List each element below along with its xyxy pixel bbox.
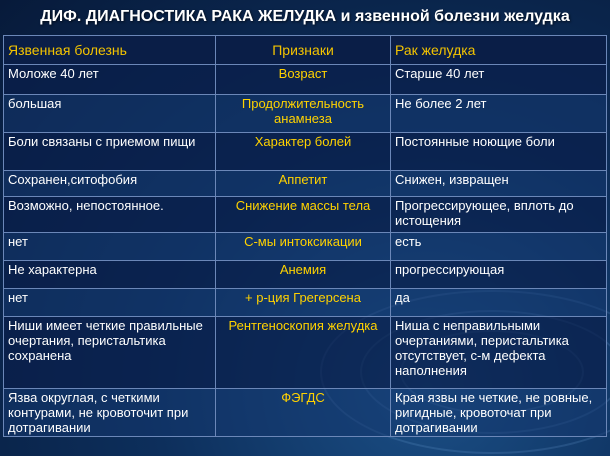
ulcer-cell: нет — [4, 233, 216, 261]
cancer-cell: Постоянные ноющие боли — [391, 133, 607, 171]
cancer-cell: прогрессирующая — [391, 261, 607, 289]
sign-cell: С-мы интоксикации — [216, 233, 391, 261]
sign-cell: ФЭГДС — [216, 389, 391, 437]
sign-cell: Продолжительность анамнеза — [216, 95, 391, 133]
table-row — [4, 65, 607, 95]
sign-cell: Снижение массы тела — [216, 197, 391, 233]
slide-title: ДИФ. ДИАГНОСТИКА РАКА ЖЕЛУДКА и язвенной болезни желудка — [40, 8, 570, 25]
table-row — [4, 317, 607, 389]
cancer-cell: Снижен, извращен — [391, 171, 607, 197]
table-row — [4, 389, 607, 437]
cancer-cell: Края язвы не четкие, не ровные, ригидные, кровоточат при дотрагивании — [391, 389, 607, 437]
ulcer-cell: Боли связаны с приемом пищи — [4, 133, 216, 171]
table-row — [4, 233, 607, 261]
sign-cell: Анемия — [216, 261, 391, 289]
ulcer-cell: Сохранен,ситофобия — [4, 171, 216, 197]
header-signs: Признаки — [216, 36, 391, 65]
cancer-cell: есть — [391, 233, 607, 261]
sign-cell: Аппетит — [216, 171, 391, 197]
table-row — [4, 289, 607, 317]
header-ulcer: Язвенная болезнь — [4, 36, 216, 65]
cancer-cell: Ниша с неправильными очертаниями, перистальтика отсутствует, с-м дефекта наполнения — [391, 317, 607, 389]
sign-cell: Возраст — [216, 65, 391, 95]
ulcer-cell: Моложе 40 лет — [4, 65, 216, 95]
ulcer-cell: Возможно, непостоянное. — [4, 197, 216, 233]
ulcer-cell: Не характерна — [4, 261, 216, 289]
cancer-cell: Прогрессирующее, вплоть до истощения — [391, 197, 607, 233]
ulcer-cell: Язва округлая, с четкими контурами, не кровоточит при дотрагивании — [4, 389, 216, 437]
comparison-table — [3, 35, 607, 437]
ulcer-cell: нет — [4, 289, 216, 317]
table-row — [4, 197, 607, 233]
table-row — [4, 133, 607, 171]
sign-cell: Рентгеноскопия желудка — [216, 317, 391, 389]
table-header-row — [4, 36, 607, 65]
sign-cell: Характер болей — [216, 133, 391, 171]
cancer-cell: Старше 40 лет — [391, 65, 607, 95]
table-row — [4, 171, 607, 197]
table-row — [4, 261, 607, 289]
ulcer-cell: Ниши имеет четкие правильные очертания, перистальтика сохранена — [4, 317, 216, 389]
table-row — [4, 95, 607, 133]
cancer-cell: Не более 2 лет — [391, 95, 607, 133]
cancer-cell: да — [391, 289, 607, 317]
sign-cell: + р-ция Грегерсена — [216, 289, 391, 317]
ulcer-cell: большая — [4, 95, 216, 133]
header-cancer: Рак желудка — [391, 36, 607, 65]
